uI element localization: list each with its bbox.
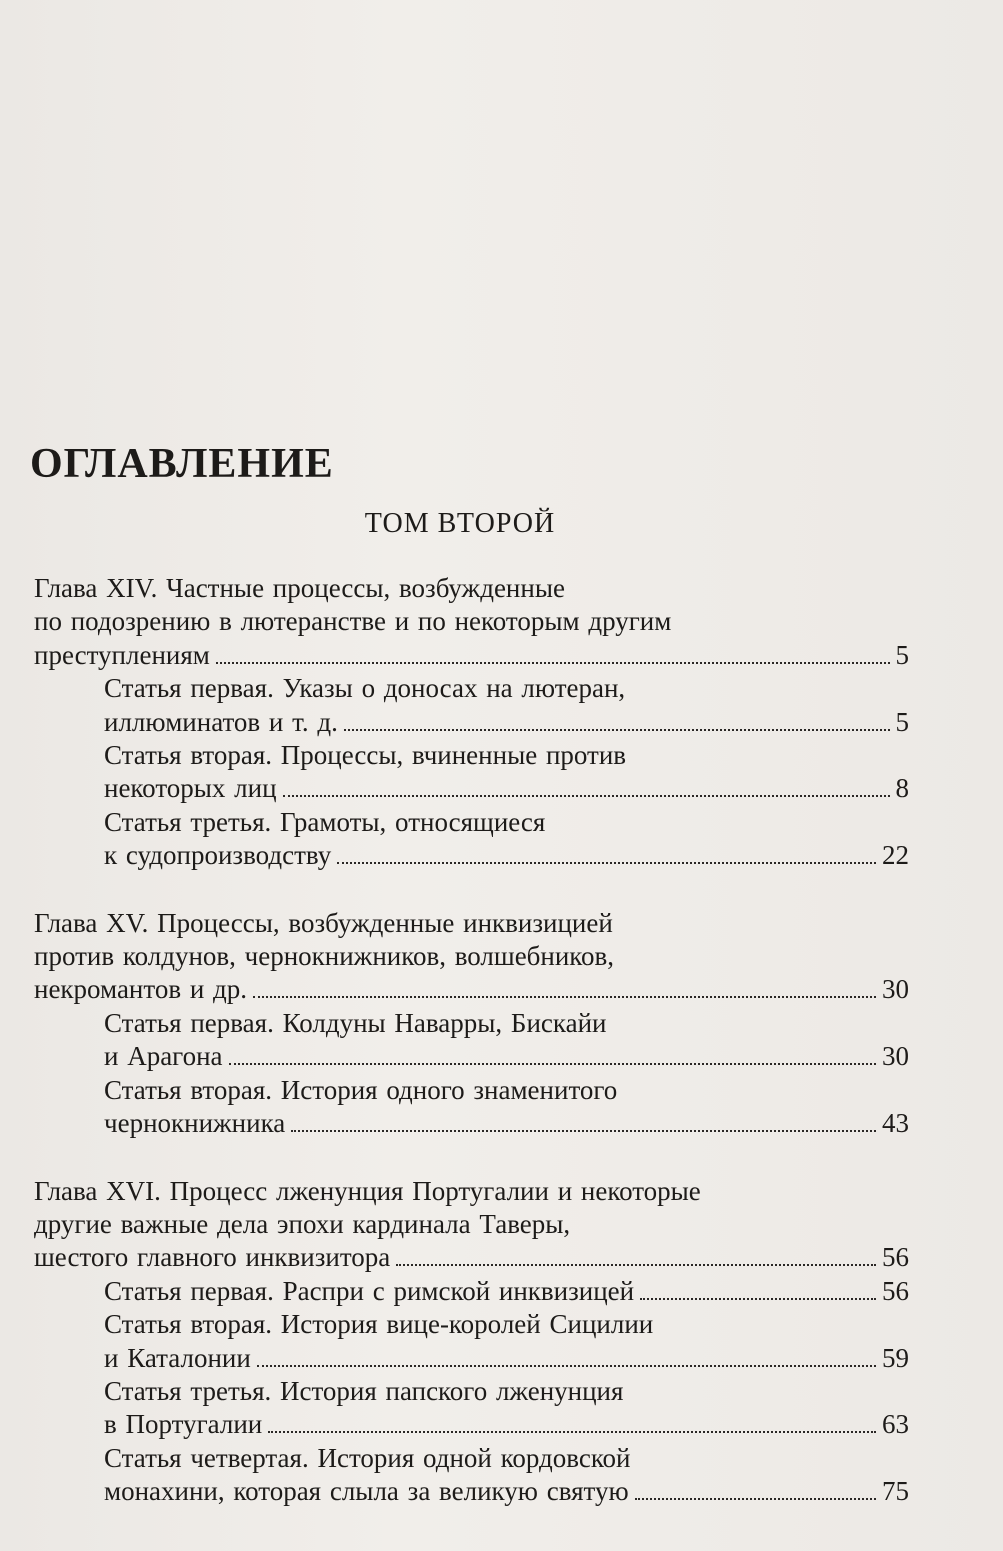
article-leader-line xyxy=(104,1107,909,1140)
volume-heading: ТОМ ВТОРОЙ xyxy=(364,508,556,539)
article-leader-line xyxy=(104,1040,909,1073)
chapter-entry xyxy=(34,572,909,873)
article-title-line: Статья вторая. Процессы, вчиненные против xyxy=(104,740,627,771)
page-number: 30 xyxy=(882,1041,909,1072)
chapter-title-leader-line xyxy=(34,1241,909,1274)
article-entry xyxy=(34,1007,909,1074)
article-title-line: и Арагона xyxy=(104,1041,223,1072)
article-leader-line xyxy=(104,772,909,805)
article-leader-line xyxy=(104,1475,909,1508)
chapter-entry xyxy=(34,907,909,1141)
dot-leader xyxy=(640,1298,876,1300)
chapter-title-line: Глава XV. Процессы, возбужденные инквизицией xyxy=(34,907,613,938)
dot-leader xyxy=(337,862,876,864)
dot-leader xyxy=(396,1264,876,1266)
article-title-line: Статья четвертая. История одной кордовской xyxy=(104,1442,631,1473)
article-entry xyxy=(34,1074,909,1141)
chapter-title-leader-line xyxy=(34,639,909,672)
article-title-line: Статья вторая. История одного знаменитого xyxy=(104,1074,618,1105)
article-title-line: иллюминатов и т. д. xyxy=(104,706,338,737)
article-title-line: Статья первая. Распри с римской инквизицей xyxy=(104,1275,635,1306)
chapter-title-line: некромантов и др. xyxy=(34,974,247,1005)
dot-leader xyxy=(257,1365,876,1367)
page-number: 59 xyxy=(882,1342,909,1373)
article-entry xyxy=(34,739,909,806)
chapter-title-leader-line xyxy=(34,973,909,1006)
chapter-title-line: другие важные дела эпохи кардинала Таверы, xyxy=(34,1208,571,1239)
article-leader-line xyxy=(104,1342,909,1375)
chapter-title-line: шестого главного инквизитора xyxy=(34,1242,391,1273)
dot-leader xyxy=(268,1431,876,1433)
article-leader-line xyxy=(104,1408,909,1441)
page-number: 43 xyxy=(882,1108,909,1139)
article-entry xyxy=(34,806,909,873)
dot-leader xyxy=(229,1063,876,1065)
article-title-line: Статья третья. История папского лженунция xyxy=(104,1375,624,1406)
article-entry xyxy=(34,1308,909,1375)
dot-leader xyxy=(253,996,876,998)
page-number: 5 xyxy=(895,706,909,737)
article-title-line: в Португалии xyxy=(104,1409,263,1440)
page-number: 56 xyxy=(882,1242,909,1273)
chapter-title-line: против колдунов, чернокнижников, волшебников, xyxy=(34,941,615,972)
dot-leader xyxy=(635,1498,876,1500)
article-title-line: чернокнижника xyxy=(104,1108,286,1139)
page-number: 22 xyxy=(882,840,909,871)
dot-leader xyxy=(216,662,890,664)
dot-leader xyxy=(283,795,890,797)
page-number: 56 xyxy=(882,1275,909,1306)
article-leader-line xyxy=(104,1275,909,1308)
article-title-line: некоторых лиц xyxy=(104,773,277,804)
dot-leader xyxy=(291,1130,876,1132)
page-number: 63 xyxy=(882,1409,909,1440)
page-number: 8 xyxy=(895,773,909,804)
article-leader-line xyxy=(104,706,909,739)
article-title-line: к судопроизводству xyxy=(104,840,332,871)
article-title-line: монахини, которая слыла за великую святую xyxy=(104,1476,629,1507)
chapter-title-line: по подозрению в лютеранстве и по некоторым другим xyxy=(34,606,672,637)
article-title-line: Статья первая. Колдуны Наварры, Бискайи xyxy=(104,1007,607,1038)
dot-leader xyxy=(344,729,890,731)
article-title-line: Статья третья. Грамоты, относящиеся xyxy=(104,806,546,837)
chapter-title-line: Глава XVI. Процесс лженунция Португалии и некоторые xyxy=(34,1175,701,1206)
page-number: 5 xyxy=(895,639,909,670)
page-number: 30 xyxy=(882,974,909,1005)
article-title-line: Статья первая. Указы о доносах на лютеран, xyxy=(104,673,626,704)
article-title-line: и Каталонии xyxy=(104,1342,251,1373)
article-entry xyxy=(34,1442,909,1509)
article-title-line: Статья вторая. История вице-королей Сицилии xyxy=(104,1309,654,1340)
chapter-title-line: преступлениям xyxy=(34,639,210,670)
page-title: ОГЛАВЛЕНИЕ xyxy=(30,441,334,487)
chapter-title-line: Глава XIV. Частные процессы, возбужденные xyxy=(34,573,565,603)
article-leader-line xyxy=(104,839,909,872)
article-entry xyxy=(34,1375,909,1442)
chapter-entry xyxy=(34,1175,909,1509)
page-number: 75 xyxy=(882,1476,909,1507)
table-of-contents xyxy=(34,572,909,1543)
article-entry xyxy=(34,672,909,739)
article-entry xyxy=(34,1275,909,1308)
